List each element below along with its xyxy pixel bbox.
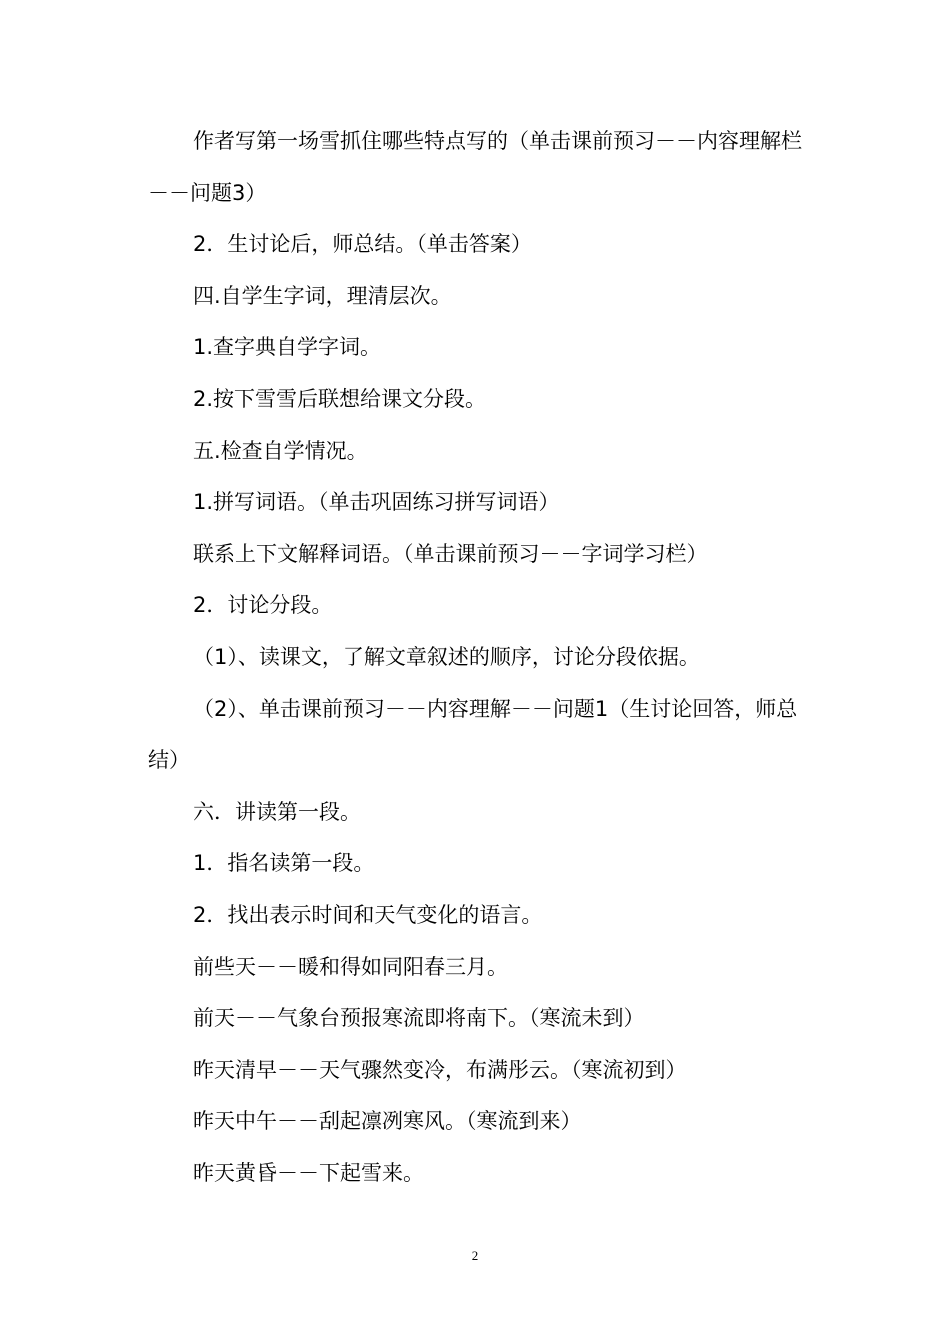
paragraph: 联系上下文解释词语。（单击课前预习－－字词学习栏） (193, 541, 708, 566)
paragraph: 作者写第一场雪抓住哪些特点写的（单击课前预习－－内容理解栏－－问题3） (148, 129, 802, 205)
paragraph: 昨天清早－－天气骤然变冷，布满彤云。（寒流初到） (193, 1057, 687, 1082)
paragraph: 1．指名读第一段。 (193, 851, 375, 876)
paragraph: 2．找出表示时间和天气变化的语言。 (193, 902, 543, 927)
paragraph: 五.检查自学情况。 (193, 438, 368, 463)
paragraph: 前天－－气象台预报寒流即将南下。（寒流未到） (193, 1006, 645, 1031)
paragraph: （1）、读课文，了解文章叙述的顺序，讨论分段依据。 (193, 644, 700, 669)
page-number: 2 (471, 1248, 479, 1263)
paragraph: 四.自学生字词，理清层次。 (193, 283, 452, 308)
paragraph: 2.按下雪雪后联想给课文分段。 (193, 386, 487, 411)
paragraph: （2）、单击课前预习－－内容理解－－问题1（生讨论回答，师总结） (148, 696, 798, 773)
paragraph: 六．讲读第一段。 (193, 799, 361, 824)
paragraph: 2．讨论分段。 (193, 593, 333, 618)
paragraph: 1.查字典自学字词。 (193, 335, 382, 360)
paragraph: 1.拼写词语。（单击巩固练习拼写词语） (193, 490, 560, 515)
page-body (148, 116, 808, 1199)
paragraph: 2．生讨论后，师总结。（单击答案） (193, 232, 532, 257)
paragraph: 昨天黄昏－－下起雪来。 (193, 1160, 424, 1185)
paragraph: 前些天－－暖和得如同阳春三月。 (193, 954, 508, 979)
paragraph: 昨天中午－－刮起凛冽寒风。（寒流到来） (193, 1109, 582, 1134)
